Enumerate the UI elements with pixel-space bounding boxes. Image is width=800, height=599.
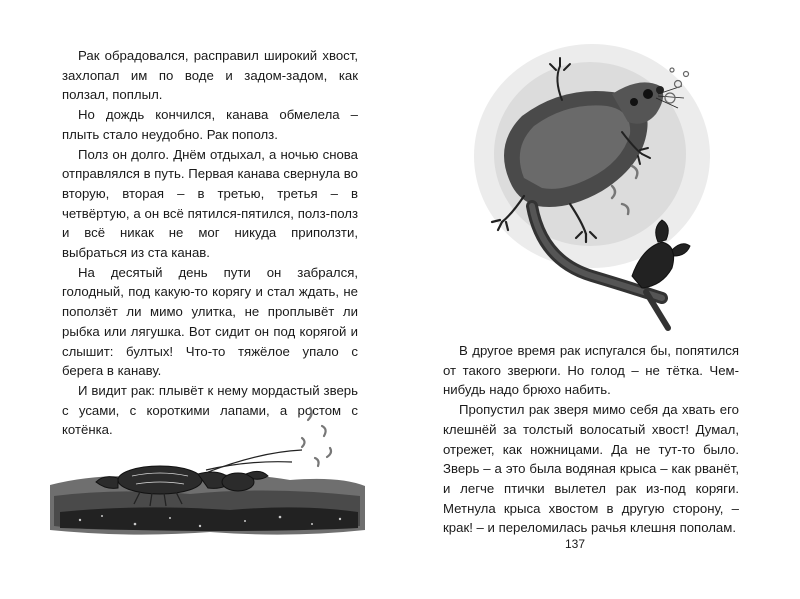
water-rat-illustration	[472, 36, 712, 336]
page-number: 137	[564, 537, 586, 551]
paragraph: Пропустил рак зверя мимо себя да хвать его клешнёй за толстый волосатый хвост! Думал, отрежет, как ножницами. Да не тут-то было. Зверь – а это была водяная крыса – как рванёт, и легче птички вылетел рак из-под коряги. Метнула крыса хвостом в другую сторону, – крак! – и переломилась рачья клешня пополам.	[443, 402, 739, 536]
paragraph: Рак обрадовался, расправил широкий хвост, захлопал им по воде и задом-задом, как ползал, поплыл.	[62, 48, 358, 103]
paragraph: На десятый день пути он забрался, голодный, под какую-то корягу и стал ждать, не поползёт ли мимо улитка, не проплывёт ли рыбка или лягушка. Вот сидит он под корягой и слышит: бултых! Что-то тяжёлое упало с берега в канаву.	[62, 264, 358, 379]
right-page-text	[443, 341, 739, 538]
paragraph: В другое время рак испугался бы, попятился от такого зверюги. Но голод – не тётка. Чем-нибудь надо брюхо набить.	[443, 343, 739, 398]
paragraph: И видит рак: плывёт к нему мордастый зверь с усами, с короткими лапами, а ростом с котёнка.	[62, 382, 358, 438]
paragraph: Но дождь кончился, канава обмелела – плыть стало неудобно. Рак пополз.	[62, 107, 358, 142]
paragraph: Полз он долго. Днём отдыхал, а ночью снова отправлялся в путь. Первая канава свернула во вторую, вторая – в третью, третья – в четвёртую, а он всё пятился-пятился, полз-полз и всё никак не мог никуда приползти, выбраться из ста канав.	[62, 146, 358, 261]
left-page-text	[62, 46, 358, 440]
crayfish-drawing	[40, 400, 370, 545]
crayfish-illustration	[40, 400, 370, 545]
water-rat-drawing	[472, 36, 712, 336]
